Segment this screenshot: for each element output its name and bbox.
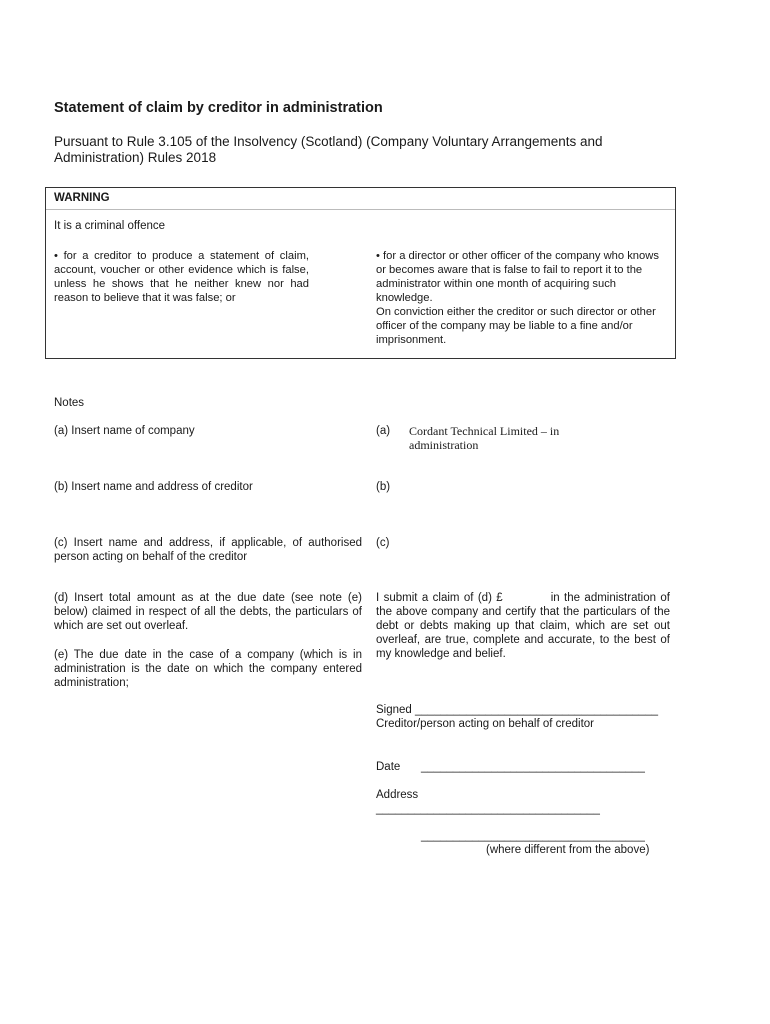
warning-right-clause [376, 249, 668, 347]
document-subtitle: Pursuant to Rule 3.105 of the Insolvency (Scotland) (Company Voluntary Arrangements and Administration) Rules 2018 [54, 134, 603, 165]
warning-conviction: On conviction either the creditor or such director or other officer of the company may be liable to a fine and/or imprisonment. [376, 306, 656, 346]
claim-statement-start: I submit a claim of (d) £ [376, 592, 503, 604]
company-name-field[interactable]: Cordant Technical Limited – in administration [409, 424, 560, 452]
note-c: (c) Insert name and address, if applicable, of authorised person acting on behalf of the creditor [54, 537, 362, 563]
note-a: (a) Insert name of company [54, 425, 195, 437]
notes-heading: Notes [54, 397, 85, 409]
note-e: (e) The due date in the case of a company (which is in administration is the date on which the company entered administration; [54, 649, 362, 689]
note-b: (b) Insert name and address of creditor [54, 481, 253, 493]
address-field-1[interactable]: ___________________________________ [376, 803, 600, 815]
claim-statement [376, 591, 670, 661]
warning-left-clause: • for a creditor to produce a statement of claim, account, voucher or other evidence which is false, unless he shows that he neither knew nor had reason to believe that it was false; or [54, 250, 309, 304]
warning-box [45, 187, 676, 359]
answer-c-label: (c) [376, 537, 390, 549]
warning-divider [46, 209, 675, 210]
warning-heading: WARNING [54, 192, 110, 204]
address-field-2[interactable]: ___________________________________ [421, 830, 645, 842]
date-label: Date [376, 761, 401, 773]
signed-caption: Creditor/person acting on behalf of creditor [376, 718, 594, 730]
address-label: Address [376, 789, 419, 801]
answer-b-label: (b) [376, 481, 391, 493]
document-title: Statement of claim by creditor in administration [54, 100, 383, 116]
claim-statement-rest: in the administration of the above company and certify that the particulars of the debt or debts making up that claim, which are set out overleaf, are true, complete and accurate, to the best of my knowledge and belief. [376, 592, 670, 660]
signed-line[interactable]: Signed ______________________________________ [376, 704, 659, 716]
note-d: (d) Insert total amount as at the due date (see note (e) below) claimed in respect of all the debts, the particulars of which are set out overleaf. [54, 592, 362, 632]
address-note: (where different from the above) [486, 844, 650, 856]
answer-a-label: (a) [376, 425, 391, 437]
date-field[interactable]: ___________________________________ [421, 761, 645, 773]
warning-right-bullet: • for a director or other officer of the company who knows or becomes aware that is false to fail to report it to the administrator within one month of acquiring such knowledge. [376, 250, 659, 304]
warning-intro: It is a criminal offence [54, 220, 166, 232]
